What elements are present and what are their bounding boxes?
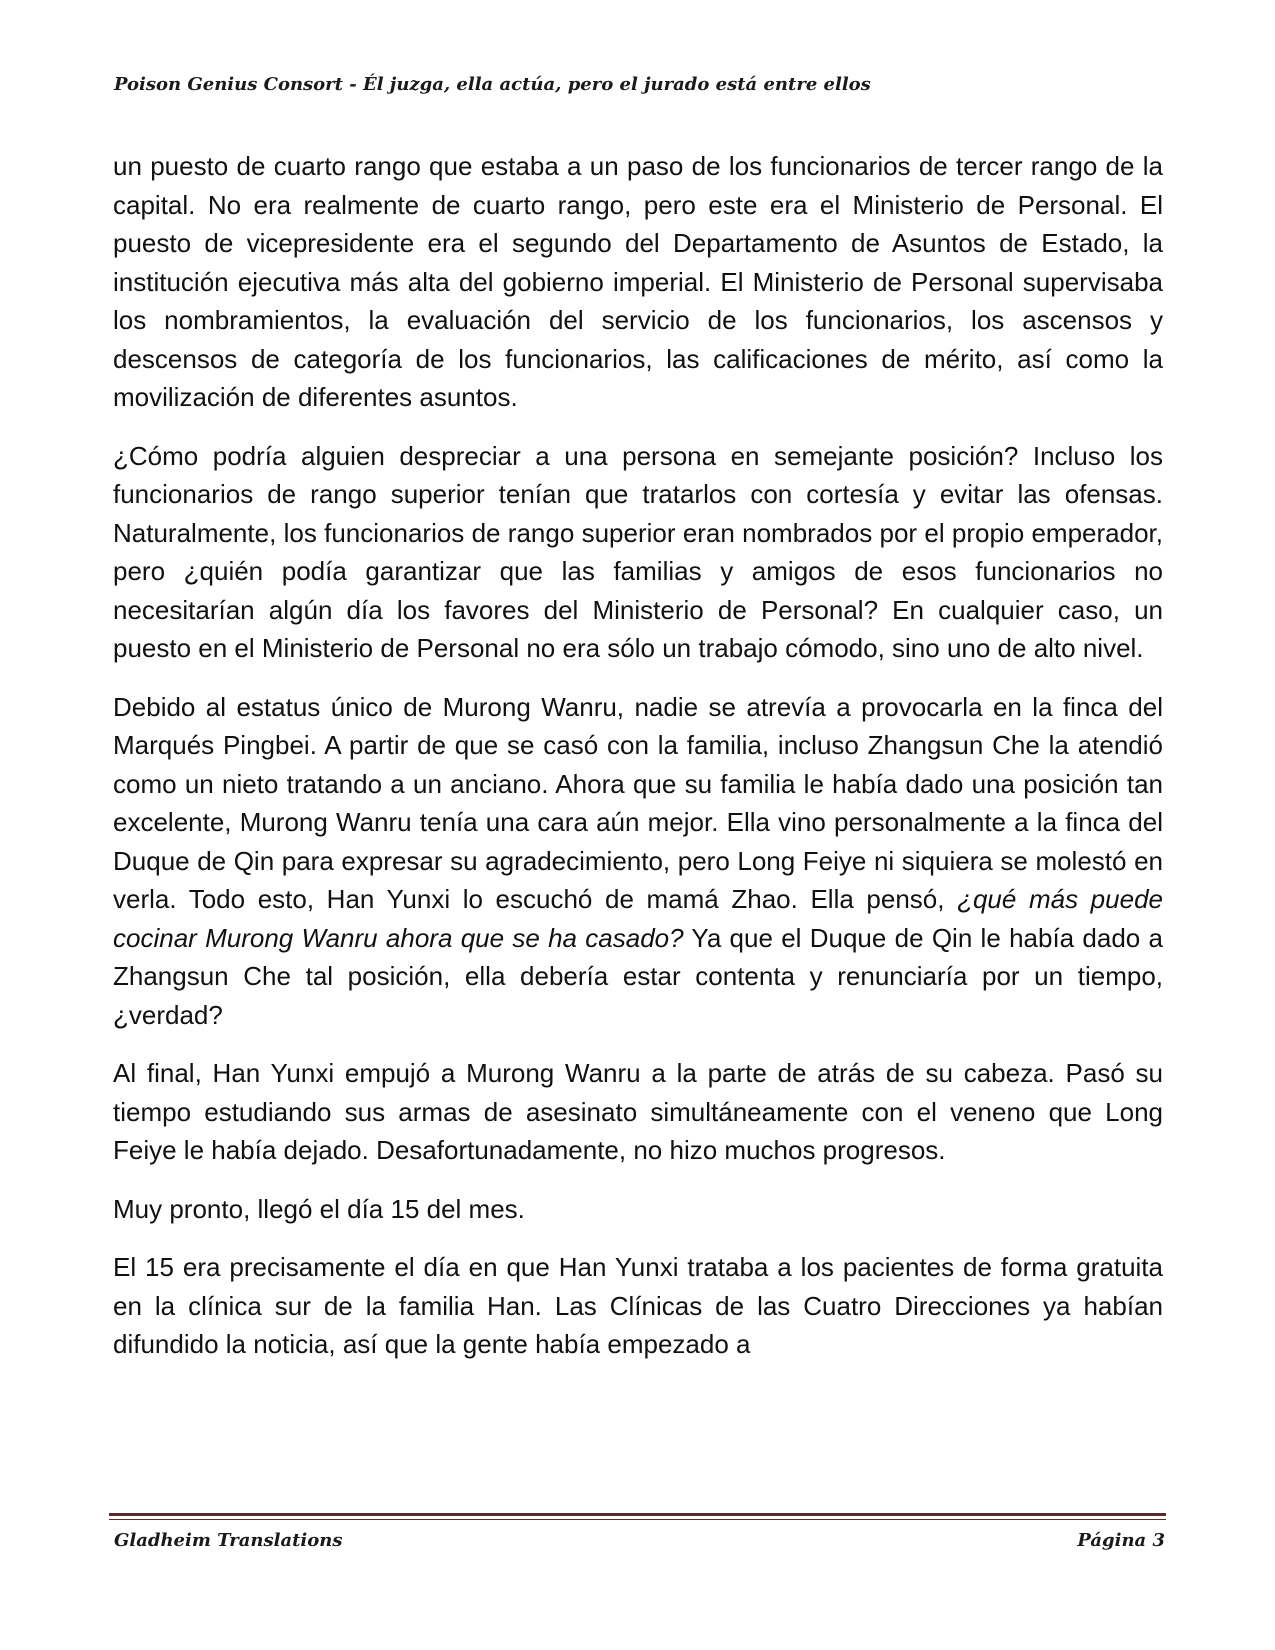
paragraph-5: Muy pronto, llegó el día 15 del mes. [113, 1193, 525, 1224]
paragraph-1: un puesto de cuarto rango que estaba a un paso de los funcionarios de tercer rango de la capital. No era realmente de cuarto rango, pero este era el Ministerio de Personal. El puesto de vicepresidente era el segundo del Departamento de Asuntos de Estado, la institución ejecutiva más alta del gobierno imperial. El Ministerio de Personal supervisaba los nombramientos, la evaluación del servicio de los funcionarios, los ascensos y descensos de categoría de los funcionarios, las calificaciones de mérito, así como la movilización de diferentes asuntos. [113, 151, 1163, 412]
footer-publisher: Gladheim Translations [114, 1530, 343, 1551]
document-body [113, 147, 1163, 1384]
page-header-title: Poison Genius Consort - Él juzga, ella actúa, pero el jurado está entre ellos [114, 74, 871, 95]
paragraph-3-italic-thought: ¿qué más puede cocinar Murong Wanru ahora que se ha casado? [113, 884, 1163, 953]
paragraph-3-text-a: Debido al estatus único de Murong Wanru, nadie se atrevía a provocarla en la finca del Marqués Pingbei. A partir de que se casó con la familia, incluso Zhangsun Che la atendió como un nieto tratando a un anciano. Ahora que su familia le había dado una posición tan excelente, Murong Wanru tenía una cara aún mejor. Ella vino personalmente a la finca del Duque de Qin para expresar su agradecimiento, pero Long Feiye ni siquiera se molestó en verla. Todo esto, Han Yunxi lo escuchó de mamá Zhao. Ella pensó, [113, 691, 1163, 914]
footer-page-number: Página 3 [1077, 1530, 1165, 1551]
paragraph-4: Al final, Han Yunxi empujó a Murong Wanru a la parte de atrás de su cabeza. Pasó su tiempo estudiando sus armas de asesinato simultáneamente con el veneno que Long Feiye le había dejado. Desafortunadamente, no hizo muchos progresos. [113, 1058, 1163, 1165]
paragraph-6: El 15 era precisamente el día en que Han Yunxi trataba a los pacientes de forma gratuita en la clínica sur de la familia Han. Las Clínicas de las Cuatro Direcciones ya habían difundido la noticia, así que la gente había empezado a [113, 1252, 1163, 1359]
paragraph-3 [113, 688, 1163, 1035]
footer-divider-thick [109, 1513, 1166, 1516]
paragraph-2: ¿Cómo podría alguien despreciar a una persona en semejante posición? Incluso los funcionarios de rango superior tenían que tratarlos con cortesía y evitar las ofensas. Naturalmente, los funcionarios de rango superior eran nombrados por el propio emperador, pero ¿quién podía garantizar que las familias y amigos de esos funcionarios no necesitarían algún día los favores del Ministerio de Personal? En cualquier caso, un puesto en el Ministerio de Personal no era sólo un trabajo cómodo, sino uno de alto nivel. [113, 440, 1163, 663]
paragraph-3-text-b: Ya que el Duque de Qin le había dado a Zhangsun Che tal posición, ella debería estar contenta y renunciaría por un tiempo, ¿verdad? [113, 922, 1163, 1030]
footer-divider-thin [109, 1519, 1166, 1520]
